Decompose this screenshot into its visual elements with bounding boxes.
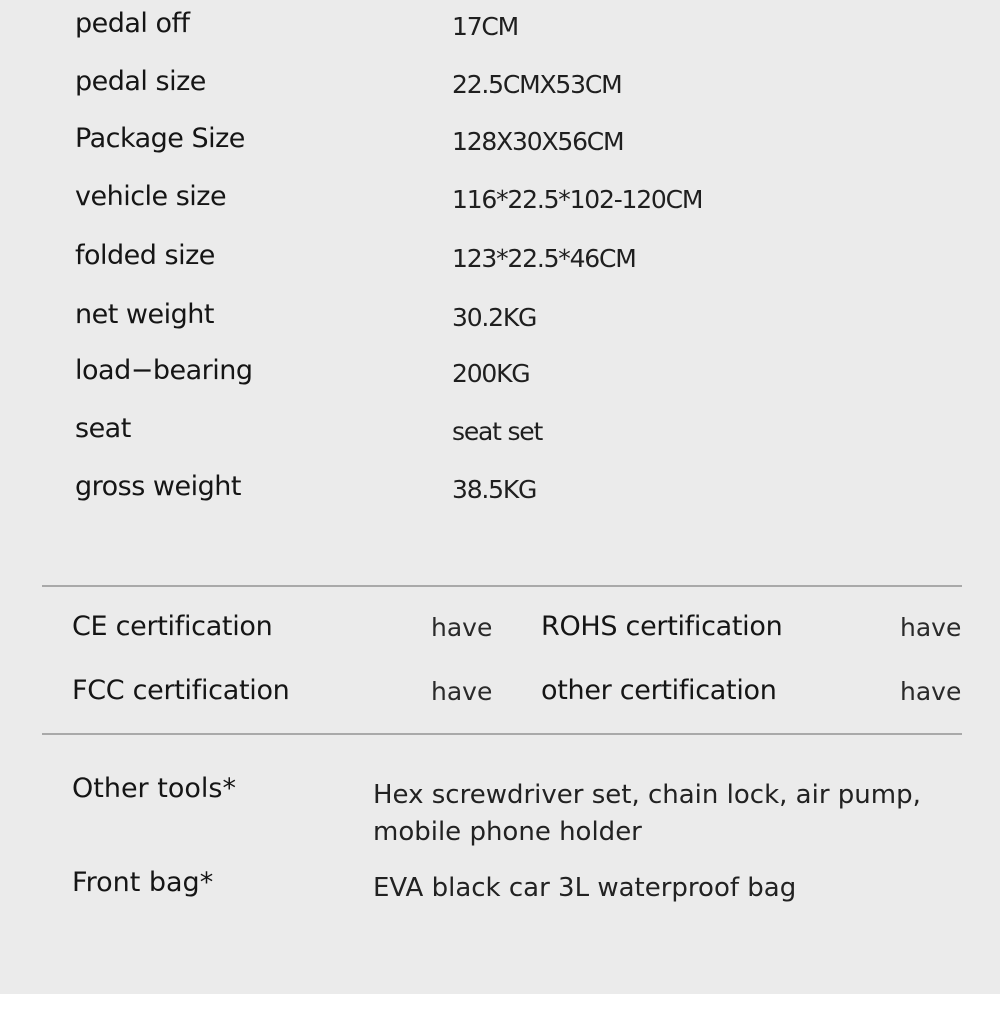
divider-top bbox=[42, 585, 962, 587]
cert-label-other: other certification bbox=[541, 675, 777, 706]
spec-row-seat bbox=[0, 413, 1000, 453]
spec-row-folded-size bbox=[0, 240, 1000, 280]
spec-label: vehicle size bbox=[75, 181, 227, 212]
extra-value-front-bag: EVA black car 3L waterproof bag bbox=[373, 873, 797, 903]
cert-value-other: have bbox=[900, 677, 962, 706]
spec-label: seat bbox=[75, 413, 131, 444]
spec-value: 17CM bbox=[452, 12, 519, 41]
spec-label: pedal off bbox=[75, 8, 190, 39]
spec-row-net-weight bbox=[0, 299, 1000, 339]
cert-label-ce: CE certification bbox=[72, 611, 273, 642]
spec-value: 123*22.5*46CM bbox=[452, 244, 636, 273]
spec-row-load-bearing bbox=[0, 355, 1000, 395]
spec-row-pedal-off bbox=[0, 8, 1000, 48]
spec-label: gross weight bbox=[75, 471, 241, 502]
spec-label: folded size bbox=[75, 240, 215, 271]
extra-label-other-tools: Other tools* bbox=[72, 773, 236, 804]
spec-value: 22.5CMX53CM bbox=[452, 70, 622, 99]
spec-value: 116*22.5*102-120CM bbox=[452, 185, 703, 214]
divider-bottom bbox=[42, 733, 962, 735]
cert-label-rohs: ROHS certification bbox=[541, 611, 783, 642]
extra-value-other-tools: Hex screwdriver set, chain lock, air pump, mobile phone holder bbox=[373, 780, 921, 847]
spec-row-gross-weight bbox=[0, 471, 1000, 511]
cert-label-fcc: FCC certification bbox=[72, 675, 290, 706]
spec-row-pedal-size bbox=[0, 66, 1000, 106]
spec-label: net weight bbox=[75, 299, 214, 330]
spec-value: 30.2KG bbox=[452, 303, 537, 332]
spec-value: 200KG bbox=[452, 359, 530, 388]
extra-label-front-bag: Front bag* bbox=[72, 867, 214, 898]
spec-label: load−bearing bbox=[75, 355, 253, 386]
spec-label: pedal size bbox=[75, 66, 206, 97]
spec-label: Package Size bbox=[75, 123, 245, 154]
cert-value-fcc: have bbox=[431, 677, 493, 706]
cert-value-rohs: have bbox=[900, 613, 962, 642]
spec-value: seat set bbox=[452, 417, 543, 446]
spec-row-package-size bbox=[0, 123, 1000, 163]
cert-value-ce: have bbox=[431, 613, 493, 642]
spec-value: 38.5KG bbox=[452, 475, 537, 504]
spec-value: 128X30X56CM bbox=[452, 127, 624, 156]
spec-row-vehicle-size bbox=[0, 181, 1000, 221]
